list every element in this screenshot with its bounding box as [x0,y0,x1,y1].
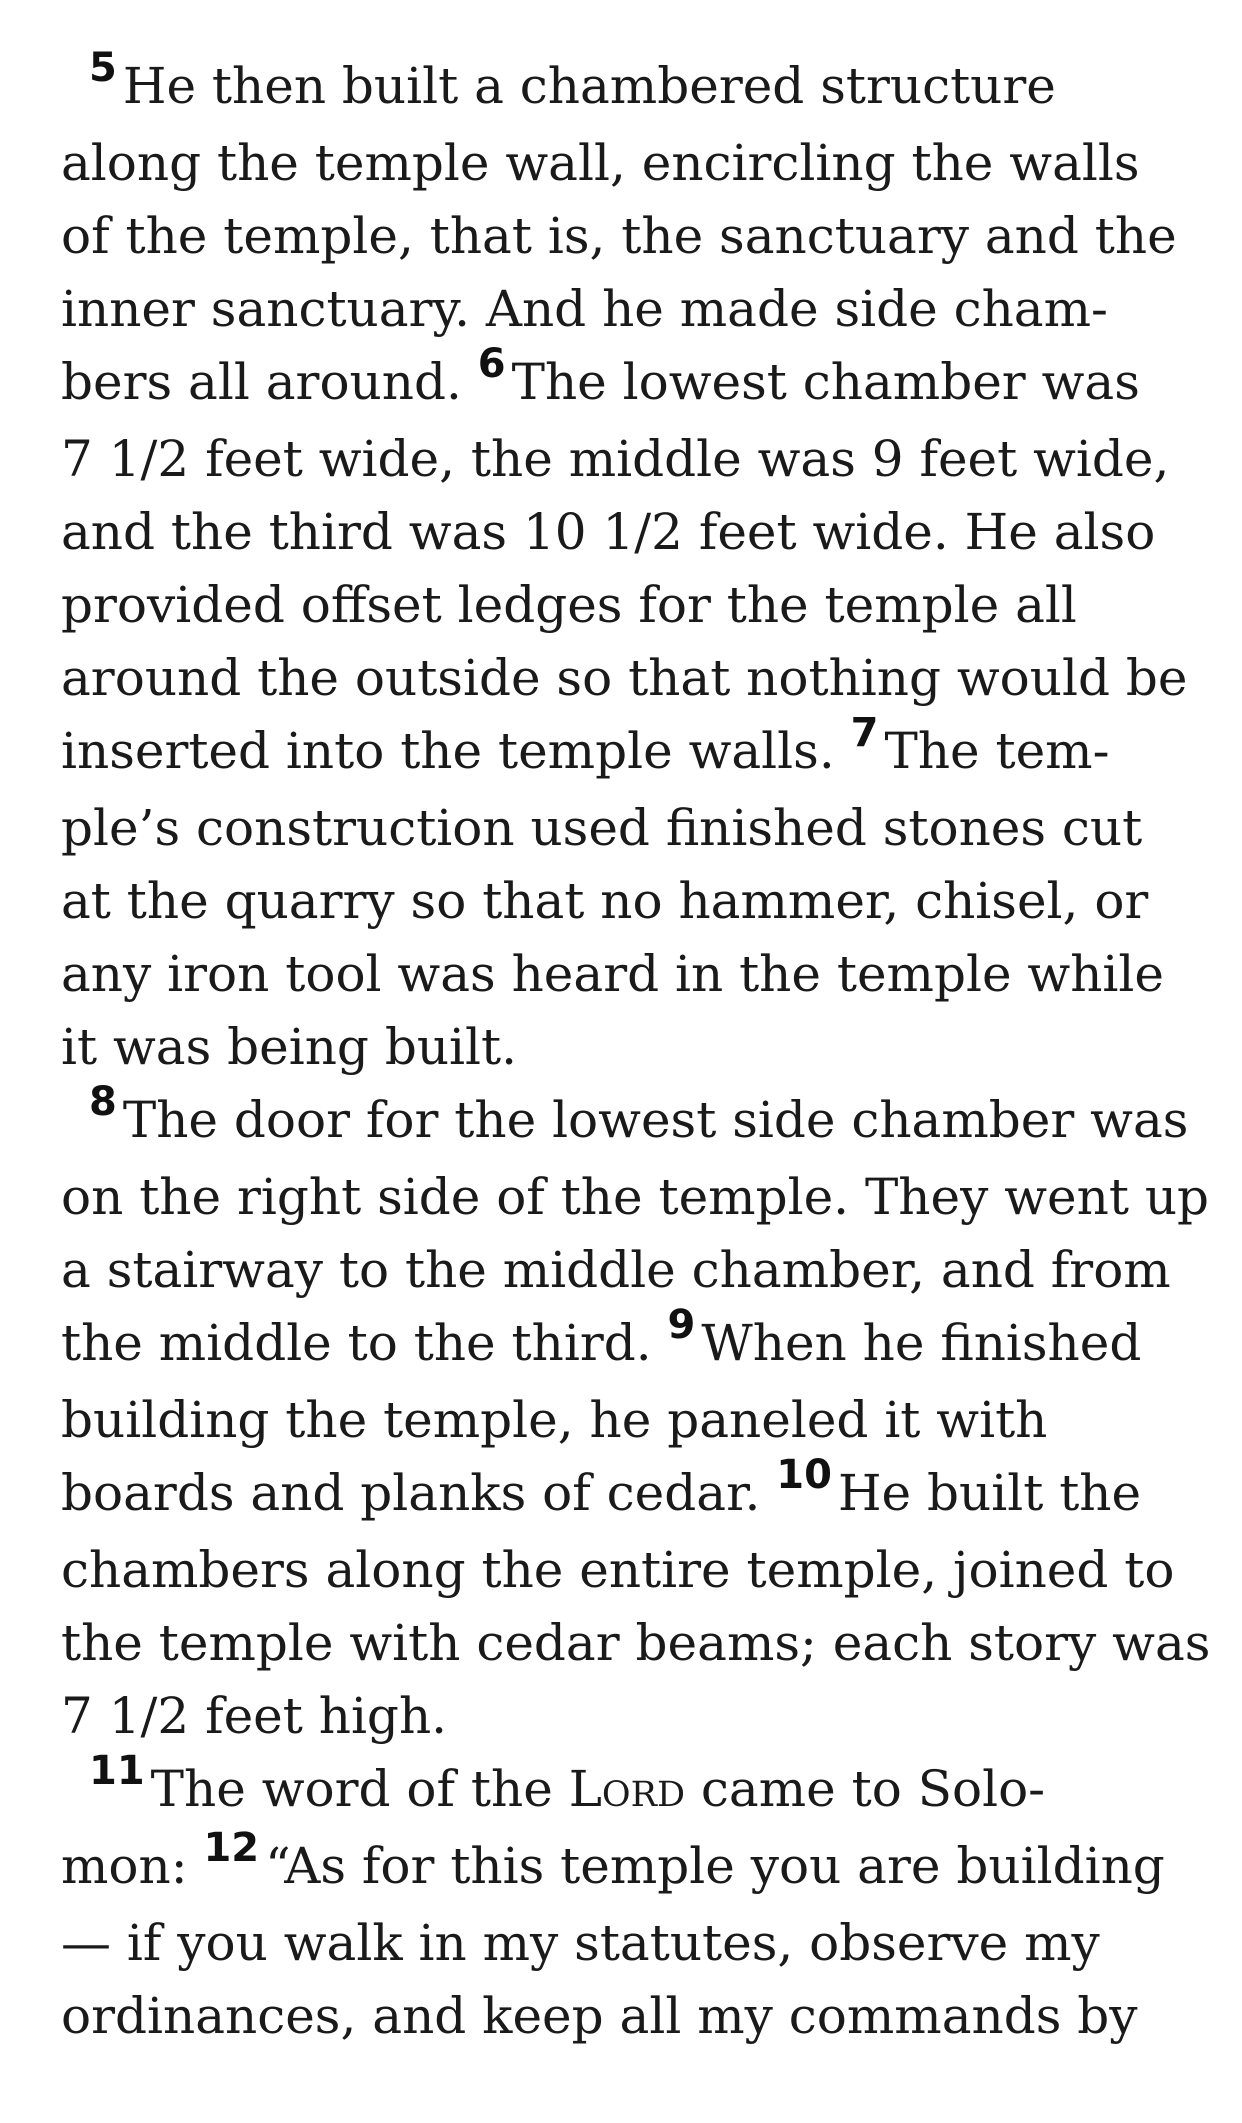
text-line: at the quarry so that no hammer, chisel, or [61,872,1149,930]
text-line: 7 1/2 feet wide, the middle was 9 feet wide, [61,430,1170,488]
text-line: on the right side of the temple. They went up [61,1168,1210,1226]
verse-number: 9 [667,1302,696,1348]
verse-number: 11 [89,1748,145,1794]
text-line [61,1825,1201,1907]
verse-text: He built the [837,1464,1142,1522]
verse-text: The door for the lowest side chamber was [122,1091,1189,1149]
paragraph [61,45,1201,1084]
text-line [61,1079,1201,1161]
text-line [61,710,1201,792]
verse-number: 10 [776,1452,832,1498]
verse-text: mon: [61,1837,188,1895]
verse-text: inserted into the temple walls. [61,722,835,780]
verse-text: the middle to the third. [61,1314,652,1372]
verse-text: The word of the [150,1760,553,1818]
verse-text: bers all around. [61,353,462,411]
verse-number: 12 [203,1825,260,1871]
text-line: of the temple, that is, the sanctuary and the [61,207,1177,265]
text-line: 7 1/2 feet high. [61,1687,448,1745]
text-line: — if you walk in my statutes, observe my [61,1914,1100,1972]
lord-small-caps: Lord [568,1760,686,1818]
text-line: inner sanctuary. And he made side cham- [61,280,1108,338]
verse-text: boards and planks of cedar. [61,1464,761,1522]
verse-number: 8 [89,1079,117,1125]
verse-number: 5 [89,45,117,91]
verse-number: 6 [477,341,506,387]
text-line [61,1302,1201,1384]
verse-text: came to Solo- [700,1760,1046,1818]
text-line: any iron tool was heard in the temple while [61,945,1165,1003]
text-line [61,341,1201,423]
paragraph [61,1748,1201,2053]
verse-text: The lowest chamber was [511,353,1140,411]
text-line [61,1748,1201,1830]
text-line: along the temple wall, encircling the walls [61,134,1140,192]
verse-text: He then built a chambered structure [122,57,1056,115]
text-line [61,45,1201,127]
text-line: chambers along the entire temple, joined to [61,1541,1175,1599]
reader-page [61,45,1211,2053]
text-line: and the third was 10 1/2 feet wide. He also [61,503,1156,561]
text-line: around the outside so that nothing would be [61,649,1188,707]
text-line: it was being built. [61,1018,518,1076]
text-line [61,1452,1201,1534]
text-line: the temple with cedar beams; each story was [61,1614,1211,1672]
text-line: provided offset ledges for the temple all [61,576,1077,634]
verse-text: “As for this temple you are building [265,1837,1165,1895]
text-line: building the temple, he paneled it with [61,1391,1048,1449]
paragraph [61,1079,1211,1753]
text-line: a stairway to the middle chamber, and from [61,1241,1171,1299]
verse-number: 7 [850,710,879,756]
text-line: ple’s construction used finished stones cut [61,799,1143,857]
verse-text: When he finished [701,1314,1142,1372]
verse-text: The tem- [884,722,1110,780]
text-line: ordinances, and keep all my commands by [61,1987,1138,2045]
